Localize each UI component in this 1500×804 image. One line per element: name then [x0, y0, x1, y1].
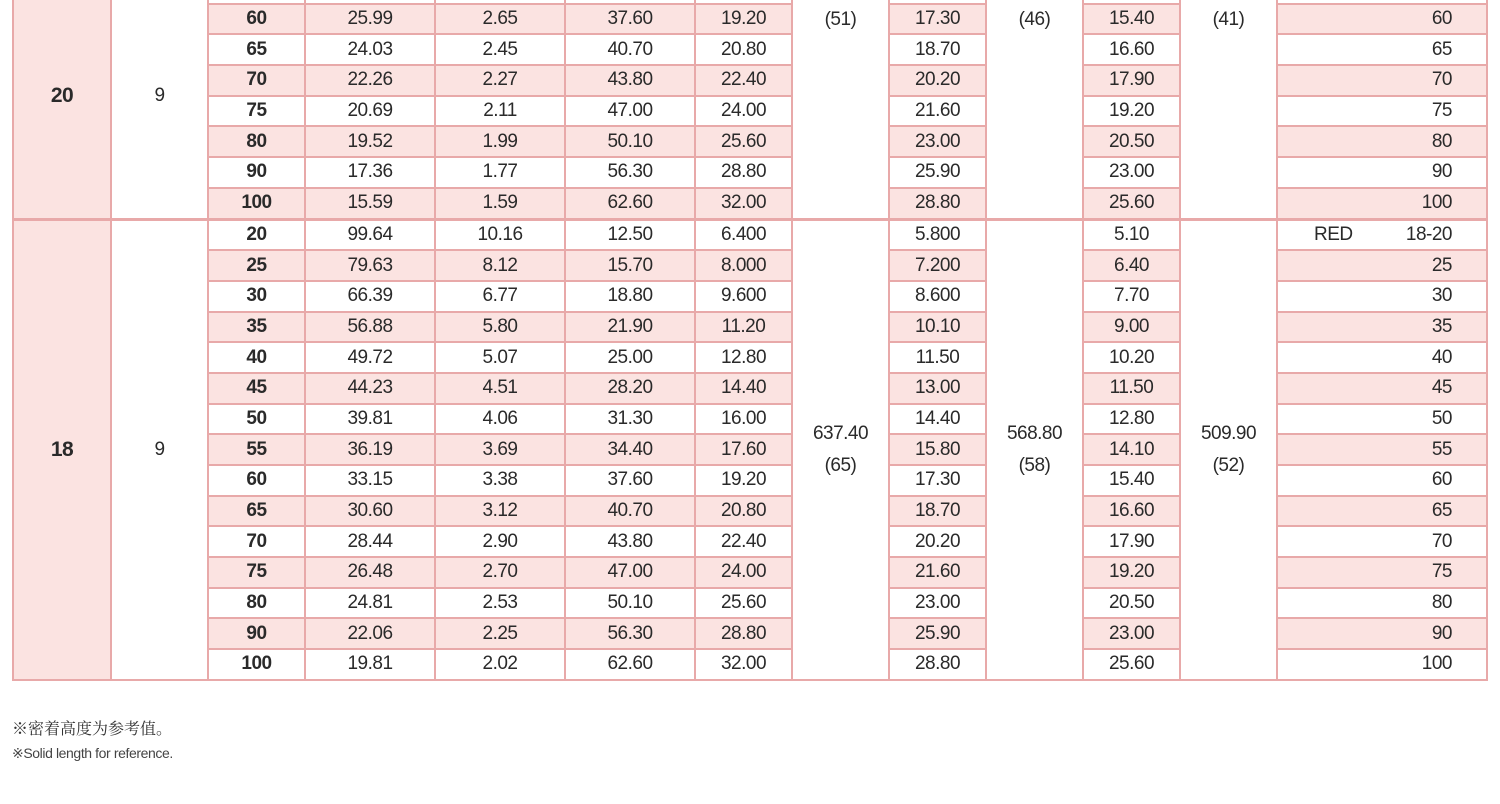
part-code-cell: 65 [1277, 34, 1487, 65]
deflection-half-cell: 32.00 [695, 188, 792, 219]
free-length-cell: 70 [208, 526, 305, 557]
max-load-a-cell [792, 219, 889, 680]
table-body [13, 0, 1487, 680]
max-load-value: 637.40 [812, 422, 869, 444]
part-code-cell: 60 [1277, 4, 1487, 35]
deflection-b-cell: 20.20 [889, 65, 986, 96]
spring-constant-kgf-cell: 1.99 [435, 126, 565, 157]
max-load-a-cell [792, 0, 889, 219]
part-code-cell: 80 [1277, 588, 1487, 619]
deflection-half-cell: 14.40 [695, 373, 792, 404]
part-code-cell: 70 [1277, 526, 1487, 557]
spring-constant-kgf-cell: 2.65 [435, 4, 565, 35]
max-load-kgf-value: (65) [824, 454, 857, 476]
spring-constant-n-cell: 49.72 [305, 342, 435, 373]
max-load-c-cell [1180, 219, 1277, 680]
deflection-cell: 37.60 [565, 465, 695, 496]
spring-constant-kgf-cell: 10.16 [435, 219, 565, 250]
deflection-b-cell: 13.00 [889, 373, 986, 404]
deflection-cell: 47.00 [565, 557, 695, 588]
spring-constant-n-cell: 66.39 [305, 281, 435, 312]
free-length-cell: 60 [208, 4, 305, 35]
part-code-value: 18-20 [1405, 223, 1452, 245]
part-code-cell: 75 [1277, 96, 1487, 127]
deflection-c-cell: 20.50 [1083, 588, 1180, 619]
deflection-c-cell: 17.90 [1083, 65, 1180, 96]
deflection-b-cell: 11.50 [889, 342, 986, 373]
spring-constant-n-cell: 39.81 [305, 404, 435, 435]
deflection-c-cell: 16.60 [1083, 496, 1180, 527]
part-code-cell: 100 [1277, 188, 1487, 219]
deflection-cell: 15.70 [565, 250, 695, 281]
deflection-half-cell: 12.80 [695, 342, 792, 373]
part-code-cell: 65 [1277, 496, 1487, 527]
deflection-half-cell: 22.40 [695, 65, 792, 96]
deflection-b-cell: 28.80 [889, 649, 986, 680]
deflection-cell: 43.80 [565, 526, 695, 557]
deflection-c-cell: 20.50 [1083, 126, 1180, 157]
deflection-c-cell: 17.90 [1083, 526, 1180, 557]
part-code-cell: 55 [1277, 434, 1487, 465]
deflection-cell: 43.80 [565, 65, 695, 96]
deflection-half-cell: 11.20 [695, 312, 792, 343]
deflection-cell: 31.30 [565, 404, 695, 435]
spring-constant-n-cell: 79.63 [305, 250, 435, 281]
max-load-c-cell [1180, 0, 1277, 219]
inner-diameter-cell: 9 [111, 0, 208, 219]
deflection-cell: 50.10 [565, 588, 695, 619]
deflection-half-cell: 20.80 [695, 496, 792, 527]
spring-constant-n-cell: 26.48 [305, 557, 435, 588]
spring-constant-kgf-cell: 3.69 [435, 434, 565, 465]
part-code-cell: 25 [1277, 250, 1487, 281]
spring-constant-n-cell: 19.81 [305, 649, 435, 680]
part-code-cell: 70 [1277, 65, 1487, 96]
deflection-c-cell: 19.20 [1083, 96, 1180, 127]
deflection-b-cell: 21.60 [889, 557, 986, 588]
deflection-b-cell: 5.800 [889, 219, 986, 250]
free-length-cell: 40 [208, 342, 305, 373]
deflection-c-cell: 15.40 [1083, 465, 1180, 496]
part-code-cell: 80 [1277, 126, 1487, 157]
free-length-cell: 100 [208, 188, 305, 219]
deflection-b-cell: 23.00 [889, 588, 986, 619]
spring-constant-n-cell: 25.99 [305, 4, 435, 35]
deflection-cell: 40.70 [565, 34, 695, 65]
deflection-half-cell: 25.60 [695, 588, 792, 619]
part-code-cell: 30 [1277, 281, 1487, 312]
free-length-cell: 65 [208, 496, 305, 527]
deflection-half-cell: 24.00 [695, 557, 792, 588]
part-code-cell: 90 [1277, 618, 1487, 649]
free-length-cell: 75 [208, 96, 305, 127]
deflection-b-cell: 15.80 [889, 434, 986, 465]
deflection-c-cell: 11.50 [1083, 373, 1180, 404]
part-code-cell: 75 [1277, 557, 1487, 588]
spring-constant-n-cell: 22.06 [305, 618, 435, 649]
deflection-c-cell: 25.60 [1083, 188, 1180, 219]
deflection-b-cell: 20.20 [889, 526, 986, 557]
free-length-cell: 60 [208, 465, 305, 496]
max-load-kgf-value: (46) [1018, 9, 1051, 30]
deflection-half-cell: 17.60 [695, 434, 792, 465]
free-length-cell: 45 [208, 373, 305, 404]
deflection-half-cell: 19.20 [695, 4, 792, 35]
spring-constant-kgf-cell: 2.90 [435, 526, 565, 557]
part-code-cell: 40 [1277, 342, 1487, 373]
part-code-cell [1277, 219, 1487, 250]
free-length-cell: 80 [208, 126, 305, 157]
deflection-cell: 25.00 [565, 342, 695, 373]
deflection-half-cell: 28.80 [695, 157, 792, 188]
spring-constant-n-cell: 24.81 [305, 588, 435, 619]
deflection-half-cell: 25.60 [695, 126, 792, 157]
max-load-b-cell [986, 219, 1083, 680]
spring-constant-n-cell: 99.64 [305, 219, 435, 250]
deflection-c-cell: 10.20 [1083, 342, 1180, 373]
deflection-c-cell: 7.70 [1083, 281, 1180, 312]
deflection-cell: 56.30 [565, 618, 695, 649]
max-load-value: 509.90 [1200, 422, 1257, 444]
deflection-half-cell: 28.80 [695, 618, 792, 649]
free-length-cell: 100 [208, 649, 305, 680]
spring-constant-n-cell: 15.59 [305, 188, 435, 219]
deflection-cell: 18.80 [565, 281, 695, 312]
deflection-cell: 34.40 [565, 434, 695, 465]
max-load-value: 568.80 [1006, 422, 1063, 444]
deflection-cell: 28.20 [565, 373, 695, 404]
spring-constant-n-cell: 44.23 [305, 373, 435, 404]
free-length-cell: 35 [208, 312, 305, 343]
free-length-cell: 50 [208, 404, 305, 435]
spring-constant-kgf-cell: 1.77 [435, 157, 565, 188]
max-load-b-cell [986, 0, 1083, 219]
max-load-kgf-value: (58) [1018, 454, 1051, 476]
spring-constant-n-cell: 17.36 [305, 157, 435, 188]
deflection-c-cell: 23.00 [1083, 157, 1180, 188]
deflection-cell: 40.70 [565, 496, 695, 527]
deflection-c-cell: 25.60 [1083, 649, 1180, 680]
deflection-c-cell: 6.40 [1083, 250, 1180, 281]
spring-constant-kgf-cell: 2.70 [435, 557, 565, 588]
free-length-cell: 65 [208, 34, 305, 65]
max-load-kgf-value: (52) [1212, 454, 1245, 476]
color-label: RED [1314, 223, 1353, 245]
deflection-c-cell: 12.80 [1083, 404, 1180, 435]
spring-constant-n-cell: 28.44 [305, 526, 435, 557]
deflection-half-cell: 24.00 [695, 96, 792, 127]
wire-diameter-cell: 20 [13, 0, 111, 219]
deflection-c-cell: 16.60 [1083, 34, 1180, 65]
deflection-cell: 12.50 [565, 219, 695, 250]
free-length-cell: 55 [208, 434, 305, 465]
part-code-cell: 50 [1277, 404, 1487, 435]
deflection-cell: 62.60 [565, 649, 695, 680]
free-length-cell: 75 [208, 557, 305, 588]
deflection-b-cell: 18.70 [889, 34, 986, 65]
part-code-cell: 35 [1277, 312, 1487, 343]
deflection-half-cell: 16.00 [695, 404, 792, 435]
note-english: ※Solid length for reference. [12, 745, 173, 761]
part-code-cell: 45 [1277, 373, 1487, 404]
spring-constant-n-cell: 20.69 [305, 96, 435, 127]
deflection-b-cell: 25.90 [889, 618, 986, 649]
deflection-c-cell: 15.40 [1083, 4, 1180, 35]
spring-constant-kgf-cell: 3.38 [435, 465, 565, 496]
deflection-cell: 50.10 [565, 126, 695, 157]
spring-constant-n-cell: 19.52 [305, 126, 435, 157]
deflection-b-cell: 17.30 [889, 4, 986, 35]
deflection-b-cell: 23.00 [889, 126, 986, 157]
spring-constant-kgf-cell: 6.77 [435, 281, 565, 312]
deflection-half-cell: 8.000 [695, 250, 792, 281]
spring-constant-kgf-cell: 2.11 [435, 96, 565, 127]
deflection-b-cell: 8.600 [889, 281, 986, 312]
deflection-half-cell: 32.00 [695, 649, 792, 680]
deflection-b-cell: 14.40 [889, 404, 986, 435]
free-length-cell: 80 [208, 588, 305, 619]
deflection-b-cell: 28.80 [889, 188, 986, 219]
spring-constant-kgf-cell: 1.59 [435, 188, 565, 219]
wire-diameter-cell: 18 [13, 219, 111, 680]
deflection-b-cell: 18.70 [889, 496, 986, 527]
deflection-half-cell: 6.400 [695, 219, 792, 250]
free-length-cell: 20 [208, 219, 305, 250]
part-code-cell: 100 [1277, 649, 1487, 680]
free-length-cell: 70 [208, 65, 305, 96]
spring-constant-kgf-cell: 2.02 [435, 649, 565, 680]
spring-constant-n-cell: 22.26 [305, 65, 435, 96]
deflection-cell: 56.30 [565, 157, 695, 188]
spring-spec-table [12, 0, 1488, 681]
max-load-kgf-value: (41) [1212, 9, 1245, 30]
deflection-c-cell: 5.10 [1083, 219, 1180, 250]
spring-constant-n-cell: 24.03 [305, 34, 435, 65]
spring-constant-kgf-cell: 4.06 [435, 404, 565, 435]
deflection-b-cell: 17.30 [889, 465, 986, 496]
spring-constant-kgf-cell: 2.45 [435, 34, 565, 65]
spring-constant-kgf-cell: 2.25 [435, 618, 565, 649]
deflection-b-cell: 7.200 [889, 250, 986, 281]
deflection-c-cell: 14.10 [1083, 434, 1180, 465]
spring-constant-n-cell: 33.15 [305, 465, 435, 496]
deflection-cell: 47.00 [565, 96, 695, 127]
spring-constant-kgf-cell: 3.12 [435, 496, 565, 527]
spring-constant-kgf-cell: 2.53 [435, 588, 565, 619]
spring-constant-n-cell: 30.60 [305, 496, 435, 527]
deflection-b-cell: 10.10 [889, 312, 986, 343]
part-code-cell: 60 [1277, 465, 1487, 496]
deflection-c-cell: 23.00 [1083, 618, 1180, 649]
deflection-half-cell: 20.80 [695, 34, 792, 65]
deflection-cell: 62.60 [565, 188, 695, 219]
deflection-cell: 21.90 [565, 312, 695, 343]
spring-constant-kgf-cell: 5.80 [435, 312, 565, 343]
deflection-half-cell: 19.20 [695, 465, 792, 496]
deflection-b-cell: 25.90 [889, 157, 986, 188]
deflection-cell: 37.60 [565, 4, 695, 35]
deflection-half-cell: 9.600 [695, 281, 792, 312]
spring-constant-kgf-cell: 2.27 [435, 65, 565, 96]
free-length-cell: 90 [208, 157, 305, 188]
deflection-c-cell: 19.20 [1083, 557, 1180, 588]
free-length-cell: 30 [208, 281, 305, 312]
spring-constant-kgf-cell: 5.07 [435, 342, 565, 373]
deflection-b-cell: 21.60 [889, 96, 986, 127]
deflection-c-cell: 9.00 [1083, 312, 1180, 343]
spring-constant-kgf-cell: 4.51 [435, 373, 565, 404]
spring-constant-kgf-cell: 8.12 [435, 250, 565, 281]
spring-constant-n-cell: 36.19 [305, 434, 435, 465]
free-length-cell: 25 [208, 250, 305, 281]
note-chinese: ※密着高度为参考值。 [12, 721, 173, 738]
part-code-cell: 90 [1277, 157, 1487, 188]
spring-constant-n-cell: 56.88 [305, 312, 435, 343]
inner-diameter-cell: 9 [111, 219, 208, 680]
table-row [13, 219, 1487, 250]
deflection-half-cell: 22.40 [695, 526, 792, 557]
max-load-kgf-value: (51) [824, 9, 857, 30]
free-length-cell: 90 [208, 618, 305, 649]
